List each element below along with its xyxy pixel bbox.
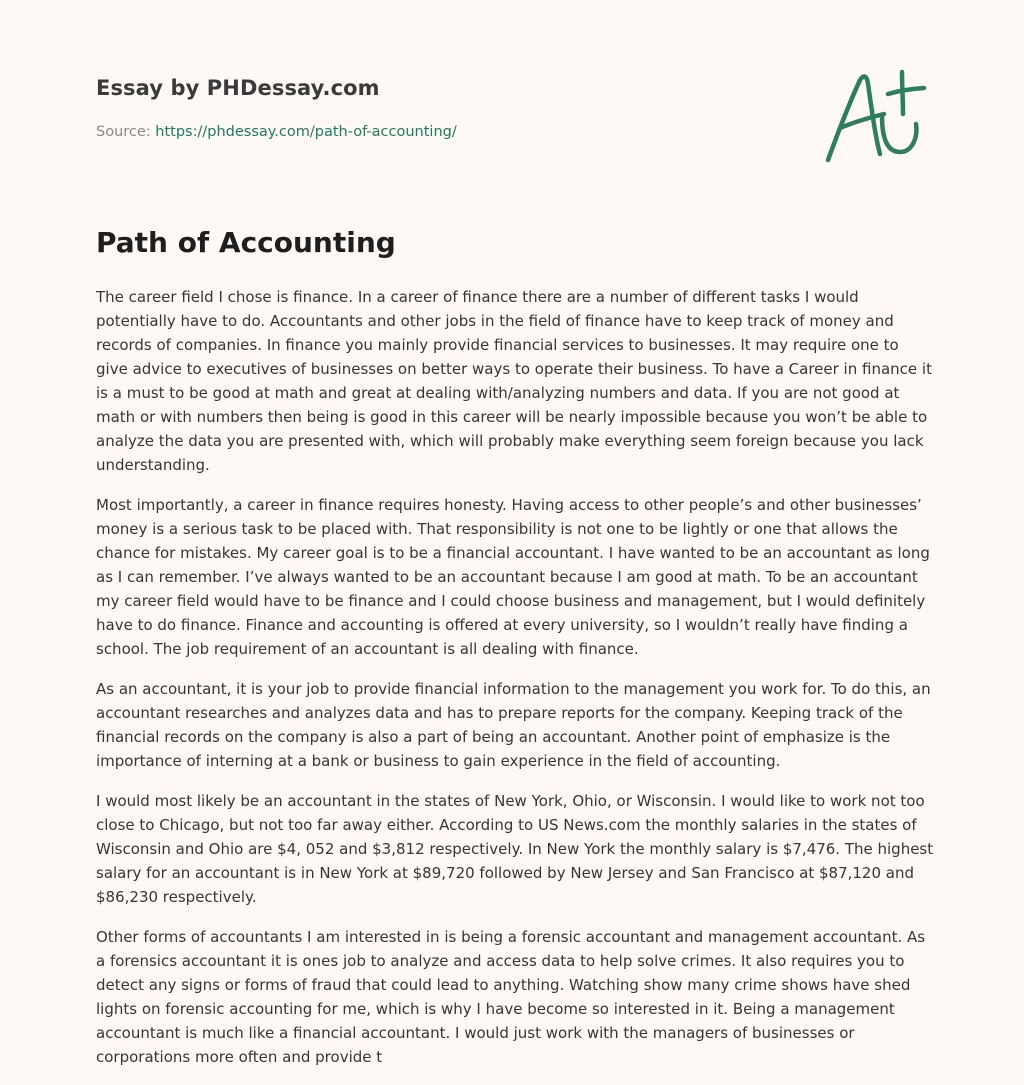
- essay-paragraph: The career field I chose is finance. In a career of finance there are a number of different tasks I would potentially have to do. Accountants and other jobs in the field of finance have to keep track of money and records of companies. In finance you mainly provide financial services to businesses. It may require one to give advice to executives of businesses on better ways to operate their business. To have a Career in finance it is a must to be good at math and great at dealing with/analyzing numbers and data. If you are not good at math or with numbers then being is good in this career will be nearly impossible because you won’t be able to analyze the data you are presented with, which will probably make everything seem foreign because you lack understanding.: [96, 288, 932, 474]
- essay-paragraph: Most importantly, a career in finance requires honesty. Having access to other people’s and other businesses’ money is a serious task to be placed with. That responsibility is not one to be lightly or one that allows the chance for mistakes. My career goal is to be a financial accountant. I have wanted to be an accountant as long as I can remember. I’ve always wanted to be an accountant because I am good at math. To be an accountant my career field would have to be finance and I could choose business and management, but I would definitely have to do finance. Finance and accounting is offered at every university, so I wouldn’t really have finding a school. The job requirement of an accountant is all dealing with finance.: [96, 496, 930, 658]
- source-label: Source:: [96, 124, 156, 140]
- essay-header: [96, 0, 932, 190]
- essay-paragraph: Other forms of accountants I am interested in is being a forensic accountant and management accountant. As a forensics accountant it is ones job to analyze and access data to help solve crimes. It also requires you to detect any signs or forms of fraud that could lead to anything. Watching show many crime shows have shed lights on forensic accounting for me, which is why I have become so interested in it. Being a management accountant is much like a financial accountant. I would just work with the managers of businesses or corporations more often and provide t: [96, 928, 926, 1066]
- brand-title: Essay by PHDessay.com: [96, 76, 380, 100]
- essay-page: [96, 0, 934, 1066]
- essay-body: [96, 285, 934, 1085]
- source-line: [96, 124, 457, 140]
- essay-paragraph: I would most likely be an accountant in the states of New York, Ohio, or Wisconsin. I would like to work not too close to Chicago, but not too far away either. According to US News.com the monthly salaries in the states of Wisconsin and Ohio are $4, 052 and $3,812 respectively. In New York the monthly salary is $7,476. The highest salary for an accountant is in New York at $89,720 followed by New Jersey and San Francisco at $87,120 and $86,230 respectively.: [96, 792, 934, 906]
- source-link[interactable]: https://phdessay.com/path-of-accounting/: [155, 124, 457, 140]
- a-plus-grade-icon: [824, 66, 928, 166]
- essay-paragraph: As an accountant, it is your job to provide financial information to the management you work for. To do this, an accountant researches and analyzes data and has to prepare reports for the company. Keeping track of the financial records on the company is also a part of being an accountant. Another point of emphasize is the importance of interning at a bank or business to gain experience in the field of accounting.: [96, 680, 931, 770]
- essay-title: Path of Accounting: [96, 226, 396, 259]
